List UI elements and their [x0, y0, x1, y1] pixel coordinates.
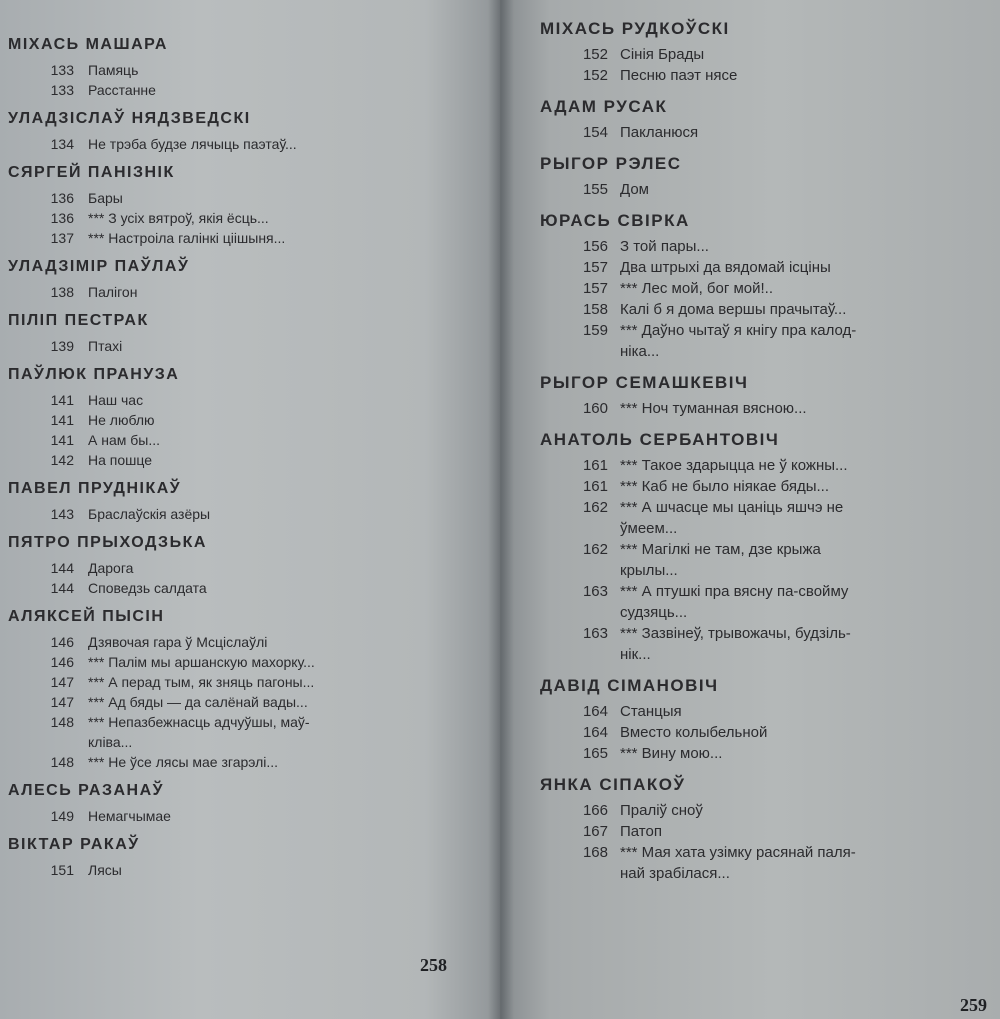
- work-title: Не люблю: [88, 412, 155, 428]
- work-page-number: 157: [582, 280, 608, 297]
- work-page-number: 152: [582, 67, 608, 84]
- work-page-number: 154: [582, 124, 608, 141]
- work-entry: [540, 257, 1000, 278]
- work-page-number: 163: [582, 625, 608, 642]
- author-name: ПАВЕЛ ПРУДНІКАЎ: [8, 480, 182, 497]
- work-page-number: 165: [582, 745, 608, 762]
- work-title: Два штрыхі да вядомай ісціны: [620, 259, 831, 276]
- work-page-number: 167: [582, 823, 608, 840]
- work-entry: [8, 80, 500, 100]
- author-name: ЮРАСЬ СВІРКА: [540, 211, 690, 230]
- author-name: ЯНКА СІПАКОЎ: [540, 775, 686, 794]
- work-entry: [8, 732, 500, 752]
- work-entry: [540, 581, 1000, 602]
- work-page-number: 161: [582, 457, 608, 474]
- work-entry: [8, 504, 500, 524]
- work-entry: [540, 44, 1000, 65]
- work-title: *** Каб не было ніякае бяды...: [620, 478, 830, 495]
- work-page-number: 138: [50, 284, 74, 300]
- author-section: [8, 364, 500, 470]
- work-page-number: 136: [50, 210, 74, 226]
- author-section: [8, 532, 500, 598]
- work-title: Пакланюся: [620, 124, 699, 141]
- work-title: *** Лес мой, бог мой!..: [620, 280, 774, 297]
- page-number-left: 258: [420, 955, 447, 975]
- work-entry: [540, 278, 1000, 299]
- work-entry: [540, 722, 1000, 743]
- work-page-number: 151: [50, 862, 74, 878]
- work-title: *** А птушкі пра вясну па-свойму: [620, 583, 849, 600]
- work-title: *** А шчасце мы цаніць яшчэ не: [620, 499, 844, 516]
- works-list: [540, 44, 1000, 86]
- author-name: УЛАДЗІМІР ПАЎЛАЎ: [8, 258, 190, 275]
- work-title: На пошце: [88, 452, 153, 468]
- work-title: А нам бы...: [88, 432, 161, 448]
- work-page-number: 144: [50, 580, 74, 596]
- work-entry: [540, 236, 1000, 257]
- author-section: [8, 162, 500, 248]
- works-list: [540, 398, 1000, 419]
- work-entry: [540, 320, 1000, 341]
- works-list: [8, 504, 500, 524]
- work-entry: [540, 299, 1000, 320]
- work-entry: [540, 602, 1000, 623]
- work-title: *** Такое здарыцца не ў кожны...: [620, 457, 848, 474]
- work-entry: [8, 282, 500, 302]
- work-page-number: 139: [50, 338, 74, 354]
- work-page-number: 141: [50, 412, 74, 428]
- work-title: *** Зазвінеў, трывожачы, будзіль-: [620, 625, 851, 642]
- author-name: АЛЯКСЕЙ ПЫСІН: [8, 608, 165, 625]
- work-entry: [8, 558, 500, 578]
- work-entry: [540, 560, 1000, 581]
- work-page-number: [540, 560, 620, 581]
- work-page-number: 149: [50, 808, 74, 824]
- author-name: ДАВІД СІМАНОВІЧ: [540, 676, 719, 695]
- work-entry: [8, 806, 500, 826]
- work-entry: [540, 800, 1000, 821]
- work-title: Лясы: [88, 862, 122, 878]
- work-entry: [8, 410, 500, 430]
- author-name: ПЯТРО ПРЫХОДЗЬКА: [8, 534, 207, 551]
- work-page-number: 158: [582, 301, 608, 318]
- work-page-number: 148: [50, 714, 74, 730]
- works-list: [540, 122, 1000, 143]
- works-list: [540, 800, 1000, 884]
- work-title: *** Ад бяды — да салёнай вады...: [88, 694, 308, 710]
- works-list: [8, 134, 500, 154]
- work-entry: [540, 539, 1000, 560]
- work-title: Песню паэт нясе: [620, 67, 738, 84]
- work-title: *** Непазбежнасць адчуўшы, маў-: [88, 714, 310, 730]
- work-title: най зрабілася...: [620, 865, 730, 882]
- work-page-number: 143: [50, 506, 74, 522]
- work-page-number: 146: [50, 654, 74, 670]
- work-page-number: [540, 602, 620, 623]
- author-section: [8, 606, 500, 772]
- author-section: [540, 96, 1000, 143]
- author-name: ПІЛІП ПЕСТРАК: [8, 312, 149, 329]
- work-entry: [540, 743, 1000, 764]
- work-entry: [540, 341, 1000, 362]
- work-entry: [540, 122, 1000, 143]
- author-section: [540, 429, 1000, 665]
- work-page-number: 142: [50, 452, 74, 468]
- work-page-number: [8, 732, 88, 752]
- work-entry: [8, 430, 500, 450]
- works-list: [8, 390, 500, 470]
- work-page-number: 164: [582, 703, 608, 720]
- work-page-number: 133: [50, 62, 74, 78]
- author-name: СЯРГЕЙ ПАНІЗНІК: [8, 164, 175, 181]
- work-entry: [540, 518, 1000, 539]
- works-list: [540, 455, 1000, 665]
- work-page-number: 137: [50, 230, 74, 246]
- work-page-number: 162: [582, 541, 608, 558]
- work-page-number: 156: [582, 238, 608, 255]
- work-page-number: 155: [582, 181, 608, 198]
- work-entry: [540, 863, 1000, 884]
- author-section: [540, 675, 1000, 764]
- work-page-number: 166: [582, 802, 608, 819]
- work-title: Дом: [620, 181, 649, 198]
- work-entry: [540, 476, 1000, 497]
- work-title: Дарога: [88, 560, 134, 576]
- work-title: *** Даўно чытаў я кнігу пра калод-: [620, 322, 857, 339]
- work-title: Калі б я дома вершы прачытаў...: [620, 301, 847, 318]
- work-page-number: 147: [50, 694, 74, 710]
- author-section: [540, 18, 1000, 86]
- work-page-number: [540, 518, 620, 539]
- work-title: Патоп: [620, 823, 662, 840]
- works-list: [8, 860, 500, 880]
- work-entry: [540, 179, 1000, 200]
- work-entry: [8, 752, 500, 772]
- work-page-number: 157: [582, 259, 608, 276]
- work-title: ўмеем...: [620, 520, 678, 537]
- works-list: [540, 236, 1000, 362]
- work-entry: [540, 398, 1000, 419]
- work-entry: [540, 821, 1000, 842]
- author-section: [8, 34, 500, 100]
- work-entry: [8, 652, 500, 672]
- work-page-number: 152: [582, 46, 608, 63]
- work-page-number: [540, 863, 620, 884]
- work-page-number: 168: [582, 844, 608, 861]
- work-entry: [540, 455, 1000, 476]
- work-title: З той пары...: [620, 238, 709, 255]
- work-title: Палігон: [88, 284, 138, 300]
- work-title: Немагчымае: [88, 808, 171, 824]
- works-list: [540, 701, 1000, 764]
- work-entry: [8, 390, 500, 410]
- work-title: Споведзь салдата: [88, 580, 207, 596]
- works-list: [8, 282, 500, 302]
- works-list: [540, 179, 1000, 200]
- work-entry: [540, 497, 1000, 518]
- work-page-number: 162: [582, 499, 608, 516]
- author-section: [8, 478, 500, 524]
- work-title: Праліў сноў: [620, 802, 703, 819]
- right-page: [500, 0, 1000, 1019]
- work-title: *** Не ўсе лясы мае згарэлі...: [88, 754, 279, 770]
- author-section: [8, 834, 500, 880]
- author-name: МІХАСЬ МАШАРА: [8, 36, 168, 53]
- works-list: [8, 60, 500, 100]
- work-entry: [8, 228, 500, 248]
- work-entry: [8, 336, 500, 356]
- author-name: РЫГОР РЭЛЕС: [540, 154, 682, 173]
- author-name: АНАТОЛЬ СЕРБАНТОВІЧ: [540, 430, 780, 449]
- work-entry: [8, 692, 500, 712]
- works-list: [8, 558, 500, 598]
- work-page-number: 146: [50, 634, 74, 650]
- work-entry: [8, 450, 500, 470]
- work-title: Памяць: [88, 62, 139, 78]
- work-page-number: 161: [582, 478, 608, 495]
- works-list: [8, 632, 500, 772]
- work-entry: [8, 672, 500, 692]
- work-title: Наш час: [88, 392, 144, 408]
- works-list: [8, 188, 500, 248]
- work-entry: [8, 188, 500, 208]
- work-title: судзяць...: [620, 604, 688, 621]
- work-title: *** Мая хата узімку расянай паля-: [620, 844, 856, 861]
- work-title: крылы...: [620, 562, 678, 579]
- work-title: нік...: [620, 646, 651, 663]
- work-entry: [540, 644, 1000, 665]
- works-list: [8, 806, 500, 826]
- author-section: [540, 372, 1000, 419]
- work-title: *** Палім мы аршанскую махорку...: [88, 654, 315, 670]
- author-name: ПАЎЛЮК ПРАНУЗА: [8, 366, 180, 383]
- work-title: *** Настроіла галінкі ціішыня...: [88, 230, 286, 246]
- work-entry: [540, 701, 1000, 722]
- work-page-number: 148: [50, 754, 74, 770]
- work-page-number: 134: [50, 136, 74, 152]
- work-title: Дзявочая гара ў Мсціслаўлі: [88, 634, 268, 650]
- work-page-number: 133: [50, 82, 74, 98]
- author-section: [8, 310, 500, 356]
- work-page-number: 141: [50, 432, 74, 448]
- work-title: *** Ноч туманная вясною...: [620, 400, 807, 417]
- work-entry: [540, 623, 1000, 644]
- work-title: Не трэба будзе лячыць паэтаў...: [88, 136, 297, 152]
- work-entry: [540, 65, 1000, 86]
- work-title: Бары: [88, 190, 123, 206]
- work-page-number: 163: [582, 583, 608, 600]
- author-name: АЛЕСЬ РАЗАНАЎ: [8, 782, 165, 799]
- work-entry: [540, 842, 1000, 863]
- work-title: Вместо колыбельной: [620, 724, 768, 741]
- work-page-number: [540, 644, 620, 665]
- work-entry: [8, 208, 500, 228]
- left-contents-list: [8, 34, 500, 880]
- author-section: [8, 256, 500, 302]
- author-section: [8, 108, 500, 154]
- work-title: Браслаўскія азёры: [88, 506, 211, 522]
- work-page-number: 147: [50, 674, 74, 690]
- work-title: Сінія Брады: [620, 46, 705, 63]
- work-page-number: 141: [50, 392, 74, 408]
- work-title: ніка...: [620, 343, 660, 360]
- work-page-number: 164: [582, 724, 608, 741]
- page-number-right: 259: [960, 995, 987, 1015]
- work-page-number: 136: [50, 190, 74, 206]
- author-name: ВІКТАР РАКАЎ: [8, 836, 140, 853]
- work-page-number: 160: [582, 400, 608, 417]
- work-page-number: [540, 341, 620, 362]
- author-name: УЛАДЗІСЛАЎ НЯДЗВЕДСКІ: [8, 110, 251, 127]
- work-entry: [8, 712, 500, 732]
- author-section: [540, 210, 1000, 362]
- author-name: АДАМ РУСАК: [540, 97, 668, 116]
- author-section: [8, 780, 500, 826]
- author-name: РЫГОР СЕМАШКЕВІЧ: [540, 373, 749, 392]
- author-section: [540, 774, 1000, 884]
- book-gutter: [488, 0, 514, 1019]
- work-title: *** Магілкі не там, дзе крыжа: [620, 541, 821, 558]
- work-page-number: 144: [50, 560, 74, 576]
- work-entry: [8, 860, 500, 880]
- work-title: *** З усіх вятроў, якія ёсць...: [88, 210, 269, 226]
- works-list: [8, 336, 500, 356]
- work-title: Станцыя: [620, 703, 682, 720]
- work-entry: [8, 578, 500, 598]
- work-title: *** Вину мою...: [620, 745, 723, 762]
- work-title: кліва...: [88, 734, 133, 750]
- work-title: *** А перад тым, як зняць пагоны...: [88, 674, 315, 690]
- author-name: МІХАСЬ РУДКОЎСКІ: [540, 19, 730, 38]
- right-contents-list: [540, 18, 1000, 884]
- work-title: Расстанне: [88, 82, 156, 98]
- work-entry: [8, 60, 500, 80]
- work-page-number: 159: [582, 322, 608, 339]
- work-entry: [8, 134, 500, 154]
- author-section: [540, 153, 1000, 200]
- work-entry: [8, 632, 500, 652]
- work-title: Птахі: [88, 338, 123, 354]
